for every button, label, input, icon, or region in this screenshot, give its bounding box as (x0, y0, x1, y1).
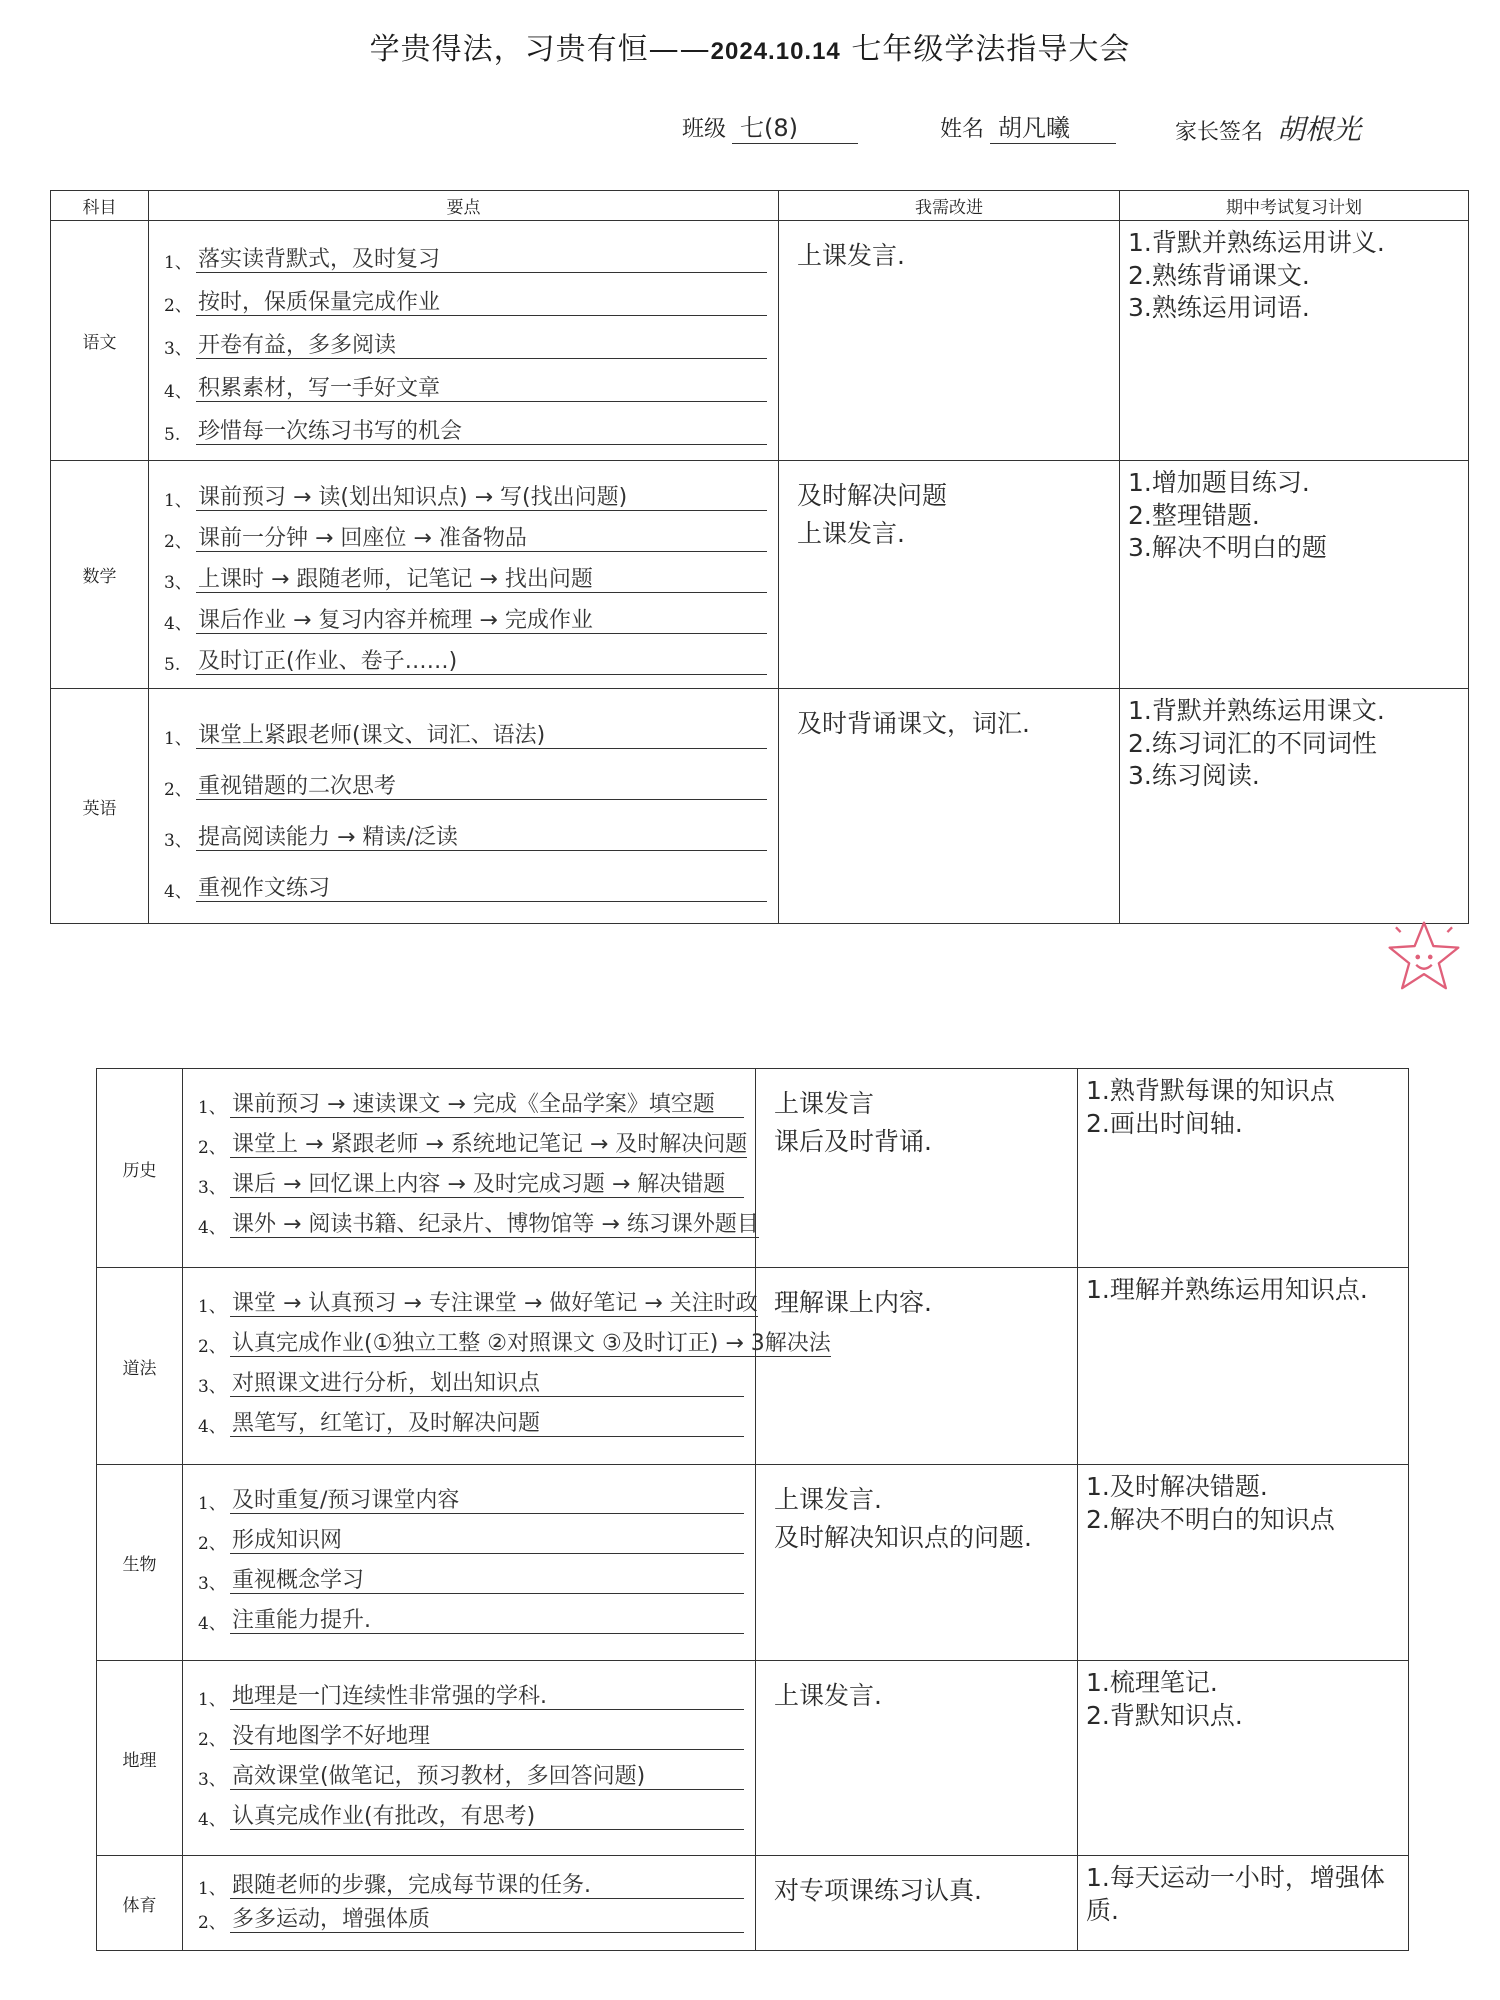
key-point-text: 跟随老师的步骤，完成每节课的任务. (230, 1873, 744, 1899)
key-point (164, 470, 767, 511)
key-point (198, 1710, 744, 1750)
key-point-number: 1、 (198, 1297, 226, 1317)
key-point-text: 提高阅读能力 → 精读/泛读 (196, 825, 767, 851)
key-point-number: 2、 (198, 1337, 226, 1357)
table-header-row (51, 191, 1469, 221)
subject-name: 生物 (97, 1465, 183, 1661)
key-point (198, 1790, 744, 1830)
key-point (198, 1158, 744, 1198)
meeting-date: 2024.10.14 (710, 38, 841, 65)
key-point (164, 359, 767, 402)
key-point-number: 3、 (164, 339, 192, 359)
page-title: 学贵得法，习贵有恒——2024.10.14 七年级学法指导大会 (369, 32, 1131, 67)
key-points-list (150, 462, 777, 675)
key-point-number: 1、 (164, 253, 192, 273)
key-points-cell (149, 689, 779, 924)
key-points-list (184, 1662, 754, 1830)
col-subject: 科目 (51, 191, 149, 221)
review-plan-line: 1.梳理笔记. (1086, 1668, 1218, 1697)
key-points-cell (183, 1465, 756, 1661)
key-point-text: 重视概念学习 (230, 1568, 744, 1594)
subject-row (97, 1465, 1409, 1661)
star-spark-right (1447, 927, 1452, 932)
key-point-number: 2、 (164, 296, 192, 316)
key-point (198, 1474, 744, 1514)
key-point (198, 1865, 744, 1899)
subject-row (97, 1856, 1409, 1951)
key-point-number: 4、 (198, 1417, 226, 1437)
improvement-line: 及时背诵课文，词汇. (797, 709, 1030, 738)
key-point (198, 1554, 744, 1594)
review-plan-line: 1.背默并熟练运用讲义. (1128, 228, 1385, 257)
key-point-text: 及时重复/预习课堂内容 (230, 1488, 744, 1514)
col-improve: 我需改进 (779, 191, 1120, 221)
class-field (682, 108, 858, 144)
parent-signature: 胡根光 (1277, 113, 1362, 146)
subject-row (97, 1069, 1409, 1268)
key-point-text: 珍惜每一次练习书写的机会 (196, 419, 767, 445)
key-point (164, 698, 767, 749)
key-point (198, 1198, 759, 1238)
review-plan-cell (1120, 221, 1469, 461)
key-point-text: 认真完成作业(有批改，有思考) (230, 1804, 744, 1830)
subject-name: 英语 (51, 689, 149, 924)
key-point-text: 课前预习 → 速读课文 → 完成《全品学案》填空题 (230, 1092, 744, 1118)
review-plan-line: 1.及时解决错题. (1086, 1472, 1268, 1501)
key-points-list (184, 1466, 754, 1634)
review-plan-line: 2.整理错题. (1128, 500, 1260, 530)
key-point-number: 4、 (164, 614, 192, 634)
key-point-text: 课前预习 → 读(划出知识点) → 写(找出问题) (196, 485, 767, 511)
key-point (164, 749, 767, 800)
class-label: 班级 (682, 117, 727, 142)
review-plan-line: 1.理解并熟练运用知识点. (1086, 1275, 1368, 1304)
key-point-number: 1、 (198, 1690, 226, 1710)
improvement-cell (756, 1465, 1078, 1661)
key-point-text: 认真完成作业(①独立工整 ②对照课文 ③及时订正) → 3解决法 (232, 1330, 831, 1356)
key-point-text: 课堂上 → 紧跟老师 → 系统地记笔记 → 及时解决问题 (232, 1131, 748, 1157)
key-points-cell (183, 1069, 759, 1268)
improvement-line: 及时解决知识点的问题. (774, 1522, 1032, 1552)
key-point (164, 316, 767, 359)
key-point-number: 2、 (164, 780, 192, 800)
key-point-text: 按时，保质保量完成作业 (196, 290, 767, 316)
key-point-number: 5. (164, 425, 181, 445)
key-point-number: 3、 (198, 1377, 226, 1397)
improvement-cell (779, 689, 1120, 924)
key-point-text: 多多运动，增强体质 (230, 1907, 744, 1933)
key-point-text: 开卷有益，多多阅读 (196, 333, 767, 359)
key-point-text: 落实读背默式，及时复习 (196, 247, 767, 273)
key-point (164, 402, 767, 445)
key-point-text: 黑笔写，红笔订，及时解决问题 (230, 1411, 744, 1437)
key-points-cell (183, 1661, 756, 1856)
improvement-cell (756, 1069, 1078, 1268)
subject-name: 语文 (51, 221, 149, 461)
key-points-list (184, 1070, 759, 1238)
key-point-number: 1、 (164, 491, 192, 511)
star-smile (1416, 965, 1432, 969)
key-point-number: 1、 (164, 729, 192, 749)
key-point (198, 1078, 744, 1118)
key-point-number: 1、 (198, 1098, 226, 1118)
improvement-line: 对专项课练习认真. (774, 1876, 982, 1905)
key-point-number: 2、 (198, 1730, 226, 1750)
key-point (198, 1899, 744, 1933)
subject-row (51, 221, 1469, 461)
review-plan-line: 1.背默并熟练运用课文. (1128, 696, 1385, 725)
key-point-text: 没有地图学不好地理 (230, 1724, 744, 1750)
review-plan-cell (1078, 1268, 1409, 1465)
key-point (164, 230, 767, 273)
key-point-text: 注重能力提升. (230, 1608, 744, 1634)
improvement-line: 上课发言 (774, 1089, 875, 1118)
key-point-number: 5. (164, 655, 181, 675)
key-point-number: 2、 (164, 532, 192, 552)
star-eye-right (1428, 955, 1433, 960)
key-point-number: 4、 (198, 1218, 226, 1238)
improvement-cell (756, 1856, 1078, 1951)
improvement-cell (779, 221, 1120, 461)
improvement-line: 课后及时背诵. (774, 1126, 932, 1156)
subject-row (51, 461, 1469, 689)
improvement-cell (756, 1268, 1078, 1465)
review-plan-line: 1.熟背默每课的知识点 (1086, 1076, 1335, 1105)
review-plan-line: 2.熟练背诵课文. (1128, 260, 1310, 290)
review-plan-cell (1078, 1069, 1409, 1268)
improvement-line: 理解课上内容. (774, 1288, 932, 1317)
key-point-text: 形成知识网 (230, 1528, 744, 1554)
key-point (198, 1594, 744, 1634)
review-plan-line: 2.练习词汇的不同词性 (1128, 728, 1377, 758)
key-point-text: 高效课堂(做笔记，预习教材，多回答问题) (230, 1764, 744, 1790)
subject-row (51, 689, 1469, 924)
key-point-number: 3、 (198, 1770, 226, 1790)
subject-name: 体育 (97, 1856, 183, 1951)
key-point-text: 上课时 → 跟随老师，记笔记 → 找出问题 (196, 567, 767, 593)
key-point (164, 634, 767, 675)
key-point (198, 1277, 758, 1317)
star-spark-left (1396, 927, 1401, 932)
key-point (164, 593, 767, 634)
key-point (164, 511, 767, 552)
key-point (164, 273, 767, 316)
key-point (198, 1317, 831, 1357)
key-point-number: 3、 (164, 573, 192, 593)
key-point-text: 重视错题的二次思考 (196, 774, 767, 800)
subject-name: 历史 (97, 1069, 183, 1268)
key-point-number: 3、 (198, 1574, 226, 1594)
key-point (164, 552, 767, 593)
key-point-number: 3、 (198, 1178, 226, 1198)
key-point (164, 851, 767, 902)
review-plan-line: 2.背默知识点. (1086, 1700, 1243, 1730)
improvement-line: 上课发言. (774, 1681, 882, 1710)
key-point-text: 课后作业 → 复习内容并梳理 → 完成作业 (196, 608, 767, 634)
key-point-text: 对照课文进行分析，划出知识点 (230, 1371, 744, 1397)
key-point-number: 2、 (198, 1534, 226, 1554)
review-plan-cell (1078, 1661, 1409, 1856)
key-point (164, 800, 767, 851)
key-points-cell (183, 1856, 756, 1951)
review-plan-line: 2.画出时间轴. (1086, 1108, 1243, 1138)
key-point-text: 积累素材，写一手好文章 (196, 376, 767, 402)
review-plan-line: 1.增加题目练习. (1128, 468, 1310, 497)
key-point (198, 1670, 744, 1710)
review-plan-cell (1120, 461, 1469, 689)
key-point-text: 课外 → 阅读书籍、纪录片、博物馆等 → 练习课外题目 (232, 1211, 759, 1237)
review-plan-line: 2.解决不明白的知识点 (1086, 1504, 1335, 1534)
improvement-line: 上课发言. (797, 241, 905, 270)
subject-row (97, 1268, 1409, 1465)
improvement-cell (756, 1661, 1078, 1856)
name-label: 姓名 (940, 117, 985, 142)
star-eye-left (1415, 955, 1420, 960)
study-plan-table-bottom (96, 1068, 1409, 1951)
key-point (198, 1750, 744, 1790)
review-plan-cell (1078, 1856, 1409, 1951)
key-point (198, 1397, 744, 1437)
key-point-number: 1、 (198, 1879, 226, 1899)
subject-name: 地理 (97, 1661, 183, 1856)
key-point-text: 地理是一门连续性非常强的学科. (230, 1684, 744, 1710)
key-point (198, 1514, 744, 1554)
improvement-line: 上课发言. (797, 518, 905, 548)
col-points: 要点 (149, 191, 779, 221)
review-plan-line: 1.每天运动一小时，增强体质. (1086, 1863, 1385, 1925)
key-point-number: 2、 (198, 1138, 226, 1158)
subject-name: 数学 (51, 461, 149, 689)
key-point-number: 4、 (198, 1810, 226, 1830)
key-point-number: 2、 (198, 1913, 226, 1933)
smiling-star-sticker (1385, 918, 1463, 996)
key-points-list (184, 1857, 754, 1933)
parent-signature-field (1175, 108, 1405, 148)
key-point-number: 4、 (198, 1614, 226, 1634)
key-point-text: 课后 → 回忆课上内容 → 及时完成习题 → 解决错题 (230, 1172, 744, 1198)
key-points-cell (149, 221, 779, 461)
improvement-line: 及时解决问题 (797, 481, 948, 510)
key-point-text: 课前一分钟 → 回座位 → 准备物品 (196, 526, 767, 552)
key-points-list (150, 222, 777, 445)
key-point-number: 4、 (164, 882, 192, 902)
key-point (198, 1118, 748, 1158)
key-points-list (184, 1269, 831, 1437)
key-point-text: 课堂 → 认真预习 → 专注课堂 → 做好笔记 → 关注时政 (232, 1290, 758, 1316)
improvement-line: 上课发言. (774, 1485, 882, 1514)
key-points-cell (149, 461, 779, 689)
key-point-text: 重视作文练习 (196, 876, 767, 902)
parent-signature-label: 家长签名 (1175, 120, 1264, 145)
key-points-cell (183, 1268, 831, 1465)
key-point-number: 1、 (198, 1494, 226, 1514)
key-point-text: 及时订正(作业、卷子……) (196, 649, 767, 675)
key-point-number: 3、 (164, 831, 192, 851)
key-point-number: 4、 (164, 382, 192, 402)
improvement-cell (779, 461, 1120, 689)
class-value: 七(8) (732, 108, 858, 144)
col-plan: 期中考试复习计划 (1120, 191, 1469, 221)
key-point-text: 课堂上紧跟老师(课文、词汇、语法) (196, 723, 767, 749)
subject-name: 道法 (97, 1268, 183, 1465)
review-plan-line: 3.熟练运用词语. (1128, 293, 1310, 322)
study-plan-table-top (50, 190, 1469, 924)
review-plan-cell (1078, 1465, 1409, 1661)
review-plan-cell (1120, 689, 1469, 924)
review-plan-line: 3.解决不明白的题 (1128, 533, 1327, 562)
key-point (198, 1357, 744, 1397)
key-points-list (150, 690, 777, 902)
subject-row (97, 1661, 1409, 1856)
name-field (940, 108, 1116, 144)
review-plan-line: 3.练习阅读. (1128, 761, 1260, 790)
name-value: 胡凡曦 (990, 108, 1116, 144)
